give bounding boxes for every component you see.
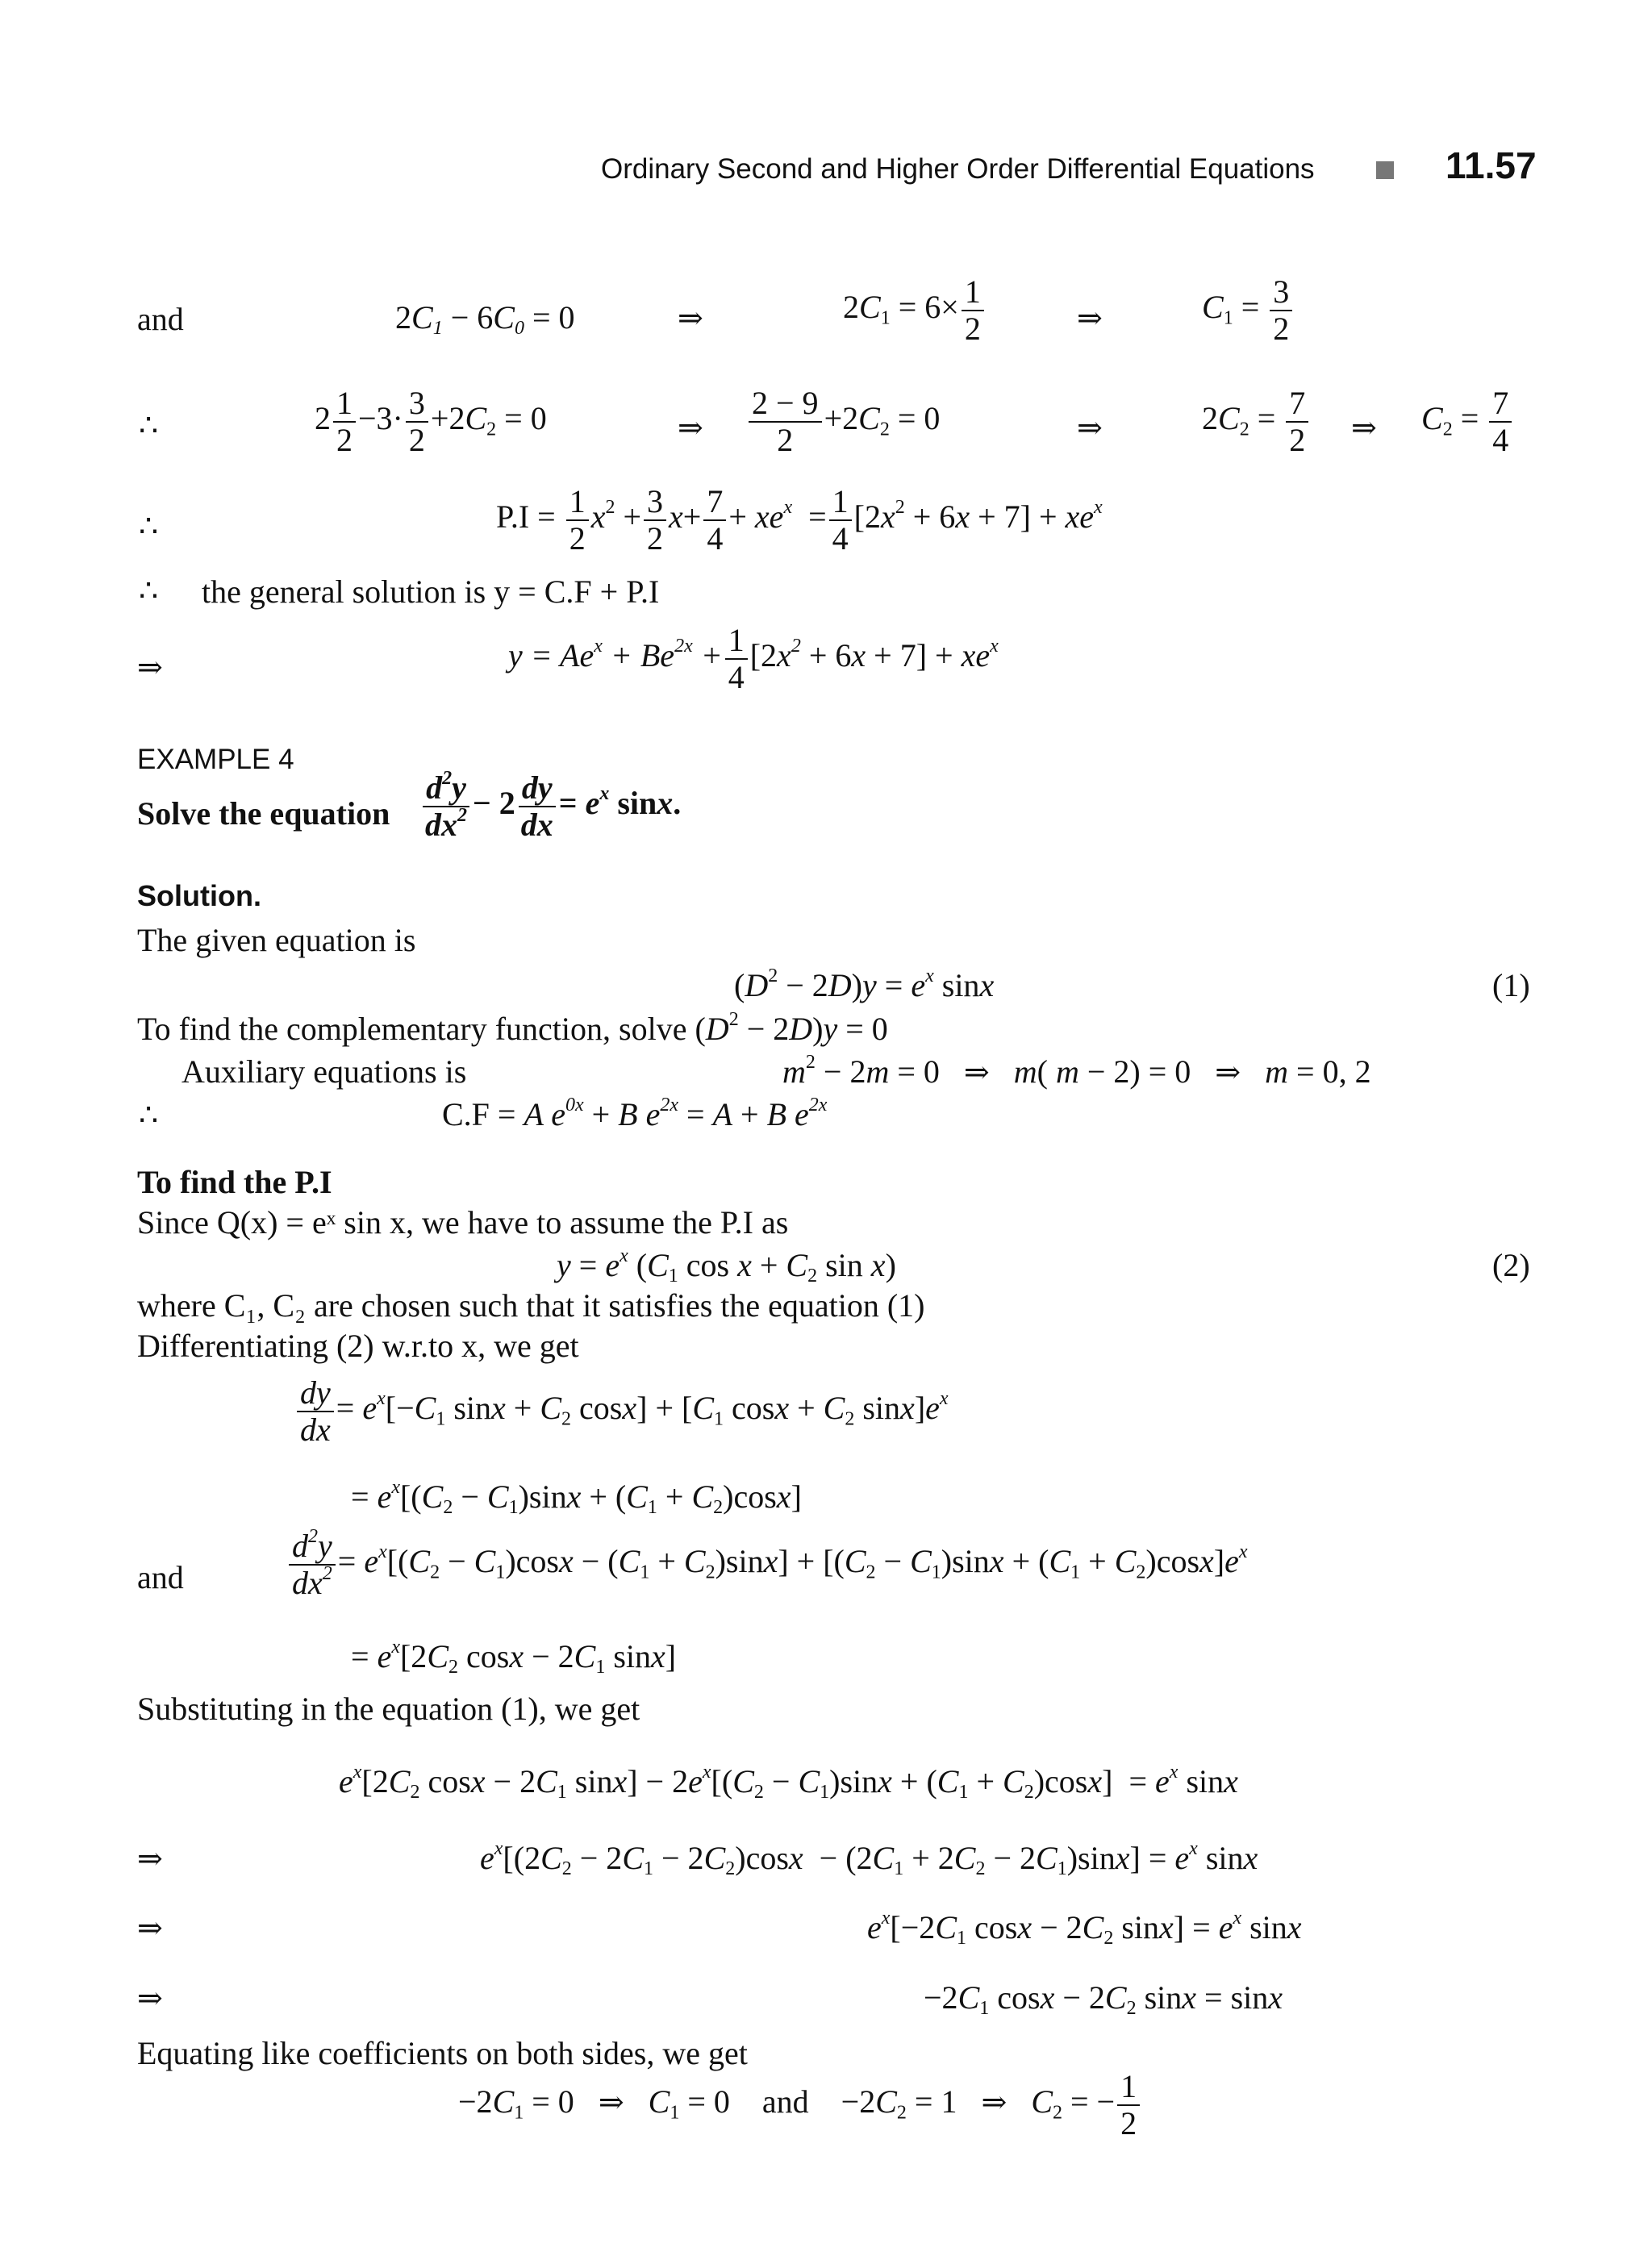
example-statement: Solve the equation [137, 795, 390, 832]
label-and-2: and [137, 1559, 184, 1595]
implies-6: ⇒ [137, 1980, 163, 2016]
page-number: 11.57 [1446, 144, 1537, 186]
eq-c2-value: $C_2$ = $\frac{7}{4}$ [1421, 386, 1514, 458]
label-and-1: and [137, 301, 184, 337]
eq-d2ydx2: $\frac{d^2y}{dx^2}$ = $e^x[(C_2 - C_1)\cos x - (C_1 + C_2)\sin x] + [(C_2 - C_1)\sin x + (C_1 + C_2)\cos x]e^x$ [286, 1528, 1248, 1601]
eq-dydx-simplified: = $e^x[(C_2 - C_1)\sin x + (C_1 + C_2)\cos x]$ [351, 1477, 802, 1519]
eq-subst-3: $e^x[-2C_1$ $\cos x - 2C_2$ $\sin x] = e^x$ sinx [867, 1908, 1302, 1950]
implies-1a: ⇒ [678, 300, 703, 336]
where-text: where C₁, C₂ are chosen such that it satisfies the equation (1) [137, 1287, 925, 1324]
therefore-2: ∴ [139, 508, 159, 544]
eq-c2-step1: 2 $\frac{1}{2}$ −3· $\frac{3}{2}$ $+2C_2 = 0$ [315, 385, 547, 458]
eq-c2-step2: $\frac{2 - 9}{2}$ $+2C_2 = 0$ [746, 386, 940, 458]
eq-2c1: $2C_1 = 6\times$ $\frac{1}{2}$ [843, 274, 987, 347]
eq-c2-step3: $2C_2$ = $\frac{7}{2}$ [1202, 386, 1311, 458]
eq-pi: P.I = $\frac{1}{2}$ $x^2$ + $\frac{3}{2}$ x+ $\frac{7}{4}$ + $xe^x$ = $\frac{1}{4}$ $[2x^2 + 6x + 7] + xe^x$ [496, 483, 1103, 557]
eq-c1-value: $C_1$ = $\frac{3}{2}$ [1202, 274, 1295, 347]
eq-subst-2: $e^x[(2C_2 - 2C_1 - 2C_2)\cos x - (2C_1 + 2C_2 - 2C_1)\sin x] = e^x$ sinx [480, 1838, 1258, 1880]
eq-d2ydx2-simplified: = $e^x[2C_2$ $\cos x - 2C_1$ sinx] [351, 1637, 677, 1678]
eq-1: $(D^2 - 2D)y = e^x$ sinx [734, 965, 995, 1003]
header-square-icon [1376, 161, 1394, 179]
since-text: Since Q(x) = eˣ sin x, we have to assume the P.I as [137, 1204, 789, 1241]
equate-text: Equating like coefficients on both sides, we get [137, 2035, 748, 2071]
aux-equation: $m^2 - 2m = 0$ ⇒ m( m − 2) = 0 ⇒ m = 0, 2 [782, 1052, 1371, 1090]
eq-cf: C.F = A $e^{0x} + B$ $e^{2x} = A + B$ $e^{2x}$ [442, 1095, 828, 1132]
running-header [601, 153, 1315, 186]
eq-2: $y = e^x$ ($C_1$ $\cos x + C_2$ sin x) [557, 1245, 896, 1287]
eq1-tag: (1) [1492, 967, 1530, 1003]
solution-heading: Solution. [137, 879, 261, 912]
therefore-3: ∴ [139, 573, 159, 608]
aux-text: Auxiliary equations is [181, 1053, 467, 1090]
eq-subst-4: $-2C_1$ $\cos x - 2C_2$ sinx = sinx [924, 1979, 1283, 2020]
example-label: EXAMPLE 4 [137, 744, 294, 775]
implies-5: ⇒ [137, 1910, 163, 1945]
implies-2a: ⇒ [678, 410, 703, 445]
eq-general-solution: $y = Ae^x + Be^{2x}$ + $\frac{1}{4}$ $[2x^2 + 6x + 7] + xe^x$ [508, 622, 999, 695]
eq-dydx: $\frac{dy}{dx}$ = $e^x[-C_1$ $\sin x + C_2$ $\cos x] + [C_1$ $\cos x + C_2$ $\sin x]e^x$ [294, 1375, 949, 1448]
subst-text: Substituting in the equation (1), we get [137, 1691, 640, 1727]
pi-heading: To find the P.I [137, 1164, 332, 1200]
diff-text: Differentiating (2) w.r.to x, we get [137, 1328, 579, 1364]
implies-2c: ⇒ [1351, 410, 1377, 445]
example-equation: $\frac{d^2y}{dx^2}$ − 2 $\frac{dy}{dx}$ = $e^x$ sinx. [419, 770, 681, 843]
therefore-1: ∴ [139, 407, 159, 443]
eq-final: $-2C_1 = 0$ ⇒ $C_1 = 0$ and $-2C_2 = 1$ ⇒ $C_2$ = − $\frac{1}{2}$ [458, 2069, 1142, 2141]
implies-1b: ⇒ [1077, 300, 1103, 336]
implies-3: ⇒ [137, 649, 163, 685]
eq-subst-1: $e^x[2C_2$ $\cos x - 2C_1$ $\sin x] - 2e^x[(C_2 - C_1)\sin x + (C_1 + C_2)\cos x] = e^x$ sinx [339, 1762, 1238, 1804]
implies-2b: ⇒ [1077, 410, 1103, 445]
therefore-4: ∴ [139, 1097, 159, 1132]
general-solution-text: the general solution is y = C.F + P.I [202, 573, 660, 610]
cf-text-label: To find the complementary function, solve [137, 1011, 687, 1047]
eq2-tag: (2) [1492, 1247, 1530, 1283]
cf-text: To find the complementary function, solve $(D^2 - 2D)y = 0$ [137, 1009, 888, 1047]
implies-4: ⇒ [137, 1841, 163, 1876]
given-text: The given equation is [137, 922, 416, 958]
header-title: Ordinary Second and Higher Order Differential Equations [601, 153, 1315, 185]
eq-c1-c0: $2C_1 - 6C_0 = 0$ [395, 299, 575, 340]
